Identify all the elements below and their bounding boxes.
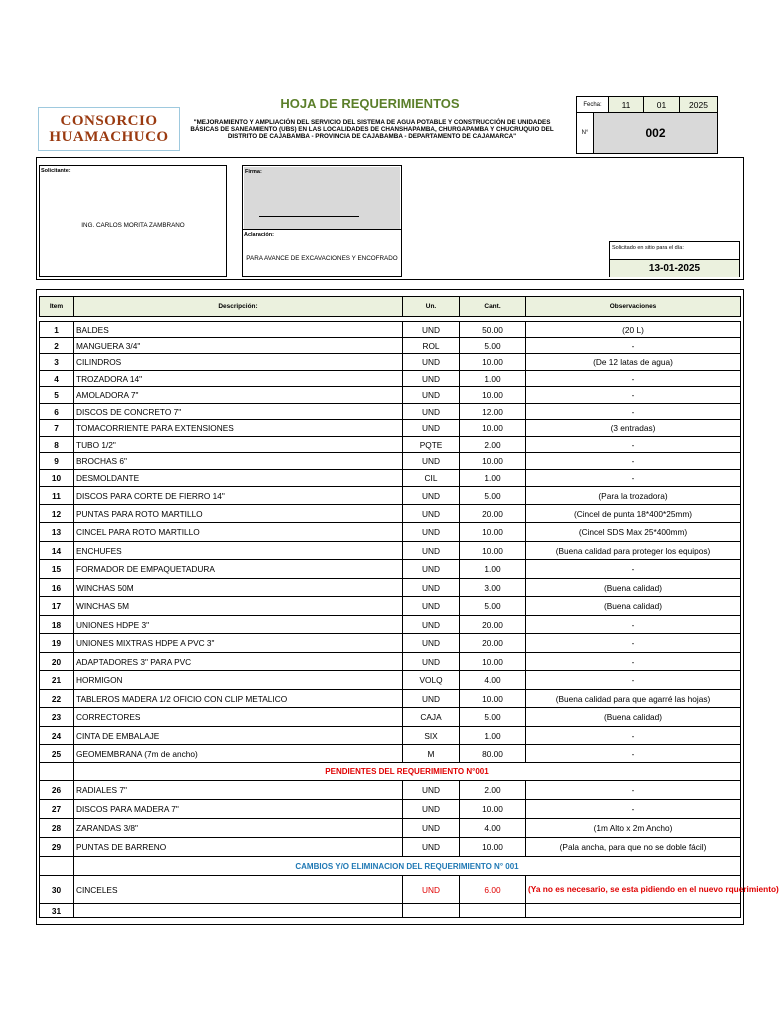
- table-row: [40, 523, 741, 542]
- row-item-number: 9: [40, 453, 74, 470]
- row-quantity: 10.00: [460, 387, 526, 404]
- table-row: [40, 487, 741, 505]
- row-unit: UND: [403, 453, 460, 470]
- row-item-number: 24: [40, 727, 74, 745]
- table-row: [40, 690, 741, 708]
- header-item: Item: [40, 297, 74, 317]
- row-unit: VOLQ: [403, 671, 460, 690]
- row-observation: -: [526, 371, 741, 387]
- row-observation: -: [526, 453, 741, 470]
- row-observation: -: [526, 671, 741, 690]
- row-unit: CIL: [403, 470, 460, 487]
- row-quantity: 2.00: [460, 781, 526, 800]
- row-observation: -: [526, 560, 741, 579]
- row-observation: (Cincel SDS Max 25*400mm): [526, 523, 741, 542]
- table-row: [40, 437, 741, 453]
- row-description: ADAPTADORES 3" PARA PVC: [74, 653, 403, 671]
- row-observation: -: [526, 470, 741, 487]
- row-quantity: 5.00: [460, 597, 526, 616]
- row-item-number: 12: [40, 505, 74, 523]
- date-number-box: [576, 96, 718, 154]
- row-quantity: 3.00: [460, 579, 526, 597]
- table-row: [40, 453, 741, 470]
- row-unit: UND: [403, 420, 460, 437]
- row-quantity: 20.00: [460, 505, 526, 523]
- table-row: [40, 616, 741, 634]
- table-row: [40, 781, 741, 800]
- table-row: [40, 800, 741, 819]
- row-unit: UND: [403, 354, 460, 371]
- row-item-number: 28: [40, 819, 74, 838]
- row-observation: -: [526, 781, 741, 800]
- row-item-number: 25: [40, 745, 74, 763]
- fecha-day: 11: [609, 97, 644, 113]
- row-item-number: 3: [40, 354, 74, 371]
- firma-divider: [243, 229, 401, 230]
- row-observation: (De 12 latas de agua): [526, 354, 741, 371]
- row-unit: UND: [403, 322, 460, 338]
- row-quantity: 80.00: [460, 745, 526, 763]
- row-observation: -: [526, 727, 741, 745]
- row-item-number: 4: [40, 371, 74, 387]
- row-quantity: [460, 904, 526, 918]
- row-observation: (Buena calidad para proteger los equipos): [526, 542, 741, 560]
- row-observation: -: [526, 800, 741, 819]
- row-observation: (Ya no es necesario, se esta pidiendo en el nuevo rquerimiento): [526, 876, 741, 904]
- row-description: MANGUERA 3/4": [74, 338, 403, 354]
- row-item-number: 2: [40, 338, 74, 354]
- document-title: HOJA DE REQUERIMIENTOS: [280, 96, 460, 111]
- row-unit: UND: [403, 487, 460, 505]
- row-quantity: 10.00: [460, 420, 526, 437]
- row-observation: (Pala ancha, para que no se doble fácil): [526, 838, 741, 857]
- row-quantity: 12.00: [460, 404, 526, 420]
- row-observation: -: [526, 338, 741, 354]
- section-row: [40, 857, 741, 876]
- row-quantity: 10.00: [460, 523, 526, 542]
- table-row: [40, 876, 741, 904]
- row-item-number: 15: [40, 560, 74, 579]
- row-quantity: 4.00: [460, 819, 526, 838]
- row-observation: -: [526, 387, 741, 404]
- row-item-number: 14: [40, 542, 74, 560]
- row-observation: -: [526, 616, 741, 634]
- table-row: [40, 505, 741, 523]
- table-row: [40, 322, 741, 338]
- table-row: [40, 597, 741, 616]
- numero-value: 002: [594, 113, 717, 153]
- header-observaciones: Observaciones: [526, 297, 741, 317]
- table-header-row: [40, 297, 741, 317]
- row-description: CINCELES: [74, 876, 403, 904]
- row-quantity: 1.00: [460, 371, 526, 387]
- row-description: DISCOS DE CONCRETO 7": [74, 404, 403, 420]
- section-title: CAMBIOS Y/O ELIMINACION DEL REQUERIMIENTO N° 001: [74, 857, 741, 876]
- row-observation: [526, 904, 741, 918]
- row-description: GEOMEMBRANA (7m de ancho): [74, 745, 403, 763]
- row-quantity: 10.00: [460, 354, 526, 371]
- row-unit: UND: [403, 616, 460, 634]
- row-observation: (Buena calidad): [526, 708, 741, 727]
- row-quantity: 4.00: [460, 671, 526, 690]
- row-unit: UND: [403, 579, 460, 597]
- table-row: [40, 338, 741, 354]
- row-unit: UND: [403, 781, 460, 800]
- row-item-number: 22: [40, 690, 74, 708]
- row-quantity: 10.00: [460, 653, 526, 671]
- row-description: [74, 904, 403, 918]
- table-row: [40, 404, 741, 420]
- fecha-month: 01: [644, 97, 680, 113]
- row-description: DISCOS PARA CORTE DE FIERRO 14": [74, 487, 403, 505]
- row-item-number: 31: [40, 904, 74, 918]
- project-description: "MEJORAMIENTO Y AMPLIACIÓN DEL SERVICIO DEL SISTEMA DE AGUA POTABLE Y CONSTRUCCIÓN DE UNIDADES BÁSICAS DE SANEAMIENTO (UBS) EN LAS LOCALIDADES DE CHANSHAPAMBA, CHURGAPAMBA Y CHUCRUQUIO DEL DISTRITO DE CAJABAMBA - PROVINCIA DE CAJABAMBA - DEPARTAMENTO DE CAJAMARCA": [190, 119, 554, 140]
- row-item-number: 16: [40, 579, 74, 597]
- row-unit: UND: [403, 404, 460, 420]
- row-description: PUNTAS DE BARRENO: [74, 838, 403, 857]
- row-description: DISCOS PARA MADERA 7": [74, 800, 403, 819]
- row-item-number: 23: [40, 708, 74, 727]
- row-description: CILINDROS: [74, 354, 403, 371]
- row-unit: UND: [403, 653, 460, 671]
- row-item-number: 5: [40, 387, 74, 404]
- row-quantity: 10.00: [460, 838, 526, 857]
- table-row: [40, 727, 741, 745]
- row-description: BALDES: [74, 322, 403, 338]
- table-row: [40, 634, 741, 653]
- row-unit: UND: [403, 819, 460, 838]
- row-description: WINCHAS 50M: [74, 579, 403, 597]
- row-unit: UND: [403, 387, 460, 404]
- solicitado-label: Solicitado en sitio para el día:: [612, 245, 684, 251]
- row-quantity: 1.00: [460, 470, 526, 487]
- table-row: [40, 904, 741, 918]
- row-item-number: 13: [40, 523, 74, 542]
- row-quantity: 10.00: [460, 453, 526, 470]
- row-quantity: 6.00: [460, 876, 526, 904]
- row-unit: CAJA: [403, 708, 460, 727]
- row-description: UNIONES MIXTRAS HDPE A PVC 3": [74, 634, 403, 653]
- row-item-number: 10: [40, 470, 74, 487]
- row-description: FORMADOR DE EMPAQUETADURA: [74, 560, 403, 579]
- row-item-number: 26: [40, 781, 74, 800]
- row-item-number: 6: [40, 404, 74, 420]
- row-item-number: 29: [40, 838, 74, 857]
- firma-box: [242, 165, 402, 277]
- row-item-number: 11: [40, 487, 74, 505]
- row-quantity: 5.00: [460, 487, 526, 505]
- table-row: [40, 371, 741, 387]
- row-observation: (3 entradas): [526, 420, 741, 437]
- row-quantity: 20.00: [460, 634, 526, 653]
- row-item-number: 7: [40, 420, 74, 437]
- row-description: WINCHAS 5M: [74, 597, 403, 616]
- row-observation: (Buena calidad para que agarré las hojas): [526, 690, 741, 708]
- row-description: ZARANDAS 3/8": [74, 819, 403, 838]
- row-description: CORRECTORES: [74, 708, 403, 727]
- row-unit: UND: [403, 542, 460, 560]
- signature-line: [259, 216, 359, 217]
- solicitante-box: [39, 165, 227, 277]
- fecha-year: 2025: [680, 97, 717, 113]
- company-name-line2: HUAMACHUCO: [49, 129, 169, 145]
- row-observation: (20 L): [526, 322, 741, 338]
- row-description: CINTA DE EMBALAJE: [74, 727, 403, 745]
- row-unit: UND: [403, 560, 460, 579]
- solicitante-label: Solicitante:: [41, 168, 71, 174]
- row-item-number: 21: [40, 671, 74, 690]
- row-observation: (1m Alto x 2m Ancho): [526, 819, 741, 838]
- row-item-number: 8: [40, 437, 74, 453]
- solicitado-box: [609, 241, 740, 277]
- row-unit: UND: [403, 371, 460, 387]
- row-description: HORMIGON: [74, 671, 403, 690]
- row-observation: (Para la trozadora): [526, 487, 741, 505]
- row-observation: (Buena calidad): [526, 597, 741, 616]
- row-unit: UND: [403, 505, 460, 523]
- row-description: BROCHAS 6": [74, 453, 403, 470]
- row-unit: UND: [403, 838, 460, 857]
- row-observation: -: [526, 653, 741, 671]
- aclaracion-text: PARA AVANCE DE EXCAVACIONES Y ENCOFRADO: [246, 255, 398, 262]
- row-unit: [403, 904, 460, 918]
- row-description: TUBO 1/2": [74, 437, 403, 453]
- row-observation: -: [526, 745, 741, 763]
- row-quantity: 10.00: [460, 800, 526, 819]
- table-row: [40, 838, 741, 857]
- row-unit: M: [403, 745, 460, 763]
- row-quantity: 1.00: [460, 560, 526, 579]
- row-description: ENCHUFES: [74, 542, 403, 560]
- aclaracion-label: Aclaración:: [244, 232, 274, 238]
- row-quantity: 2.00: [460, 437, 526, 453]
- row-quantity: 10.00: [460, 542, 526, 560]
- row-quantity: 5.00: [460, 708, 526, 727]
- table-row: [40, 708, 741, 727]
- row-description: DESMOLDANTE: [74, 470, 403, 487]
- numero-label: N°: [577, 113, 594, 153]
- table-row: [40, 470, 741, 487]
- row-description: TROZADORA 14": [74, 371, 403, 387]
- row-description: AMOLADORA 7": [74, 387, 403, 404]
- row-unit: UND: [403, 800, 460, 819]
- header-unidad: Un.: [403, 297, 460, 317]
- row-description: PUNTAS PARA ROTO MARTILLO: [74, 505, 403, 523]
- table-row: [40, 653, 741, 671]
- section-spacer-cell: [40, 763, 74, 781]
- section-title: PENDIENTES DEL REQUERIMIENTO N°001: [74, 763, 741, 781]
- table-row: [40, 354, 741, 371]
- row-item-number: 30: [40, 876, 74, 904]
- table-row: [40, 819, 741, 838]
- company-name-line1: CONSORCIO: [60, 113, 158, 129]
- table-row: [40, 387, 741, 404]
- company-logo: [38, 107, 180, 151]
- row-unit: UND: [403, 876, 460, 904]
- table-row: [40, 560, 741, 579]
- row-unit: PQTE: [403, 437, 460, 453]
- row-unit: UND: [403, 690, 460, 708]
- row-observation: -: [526, 404, 741, 420]
- row-description: TOMACORRIENTE PARA EXTENSIONES: [74, 420, 403, 437]
- row-description: TABLEROS MADERA 1/2 OFICIO CON CLIP METALICO: [74, 690, 403, 708]
- solicitante-name: ING. CARLOS MORITA ZAMBRANO: [81, 222, 185, 229]
- row-description: UNIONES HDPE 3": [74, 616, 403, 634]
- row-quantity: 10.00: [460, 690, 526, 708]
- row-quantity: 20.00: [460, 616, 526, 634]
- row-unit: UND: [403, 523, 460, 542]
- table-row: [40, 745, 741, 763]
- row-unit: SIX: [403, 727, 460, 745]
- table-row: [40, 579, 741, 597]
- header-descripcion: Descripción:: [74, 297, 403, 317]
- row-unit: ROL: [403, 338, 460, 354]
- row-quantity: 50.00: [460, 322, 526, 338]
- table-row: [40, 542, 741, 560]
- row-observation: -: [526, 634, 741, 653]
- solicitado-fecha: 13-01-2025: [610, 259, 739, 277]
- row-unit: UND: [403, 597, 460, 616]
- row-quantity: 1.00: [460, 727, 526, 745]
- row-description: RADIALES 7": [74, 781, 403, 800]
- row-description: CINCEL PARA ROTO MARTILLO: [74, 523, 403, 542]
- fecha-label: Fecha:: [577, 97, 609, 113]
- firma-area[interactable]: [244, 167, 400, 229]
- row-item-number: 27: [40, 800, 74, 819]
- section-spacer-cell: [40, 857, 74, 876]
- row-item-number: 19: [40, 634, 74, 653]
- row-observation: (Buena calidad): [526, 579, 741, 597]
- row-observation: (Cincel de punta 18*400*25mm): [526, 505, 741, 523]
- table-row: [40, 671, 741, 690]
- row-quantity: 5.00: [460, 338, 526, 354]
- firma-label: Firma:: [245, 169, 262, 175]
- row-item-number: 1: [40, 322, 74, 338]
- row-unit: UND: [403, 634, 460, 653]
- row-item-number: 18: [40, 616, 74, 634]
- items-table: [39, 296, 779, 918]
- row-item-number: 17: [40, 597, 74, 616]
- items-body: [40, 322, 779, 918]
- table-row: [40, 420, 741, 437]
- row-observation: -: [526, 437, 741, 453]
- header-cantidad: Cant.: [460, 297, 526, 317]
- section-row: [40, 763, 741, 781]
- row-item-number: 20: [40, 653, 74, 671]
